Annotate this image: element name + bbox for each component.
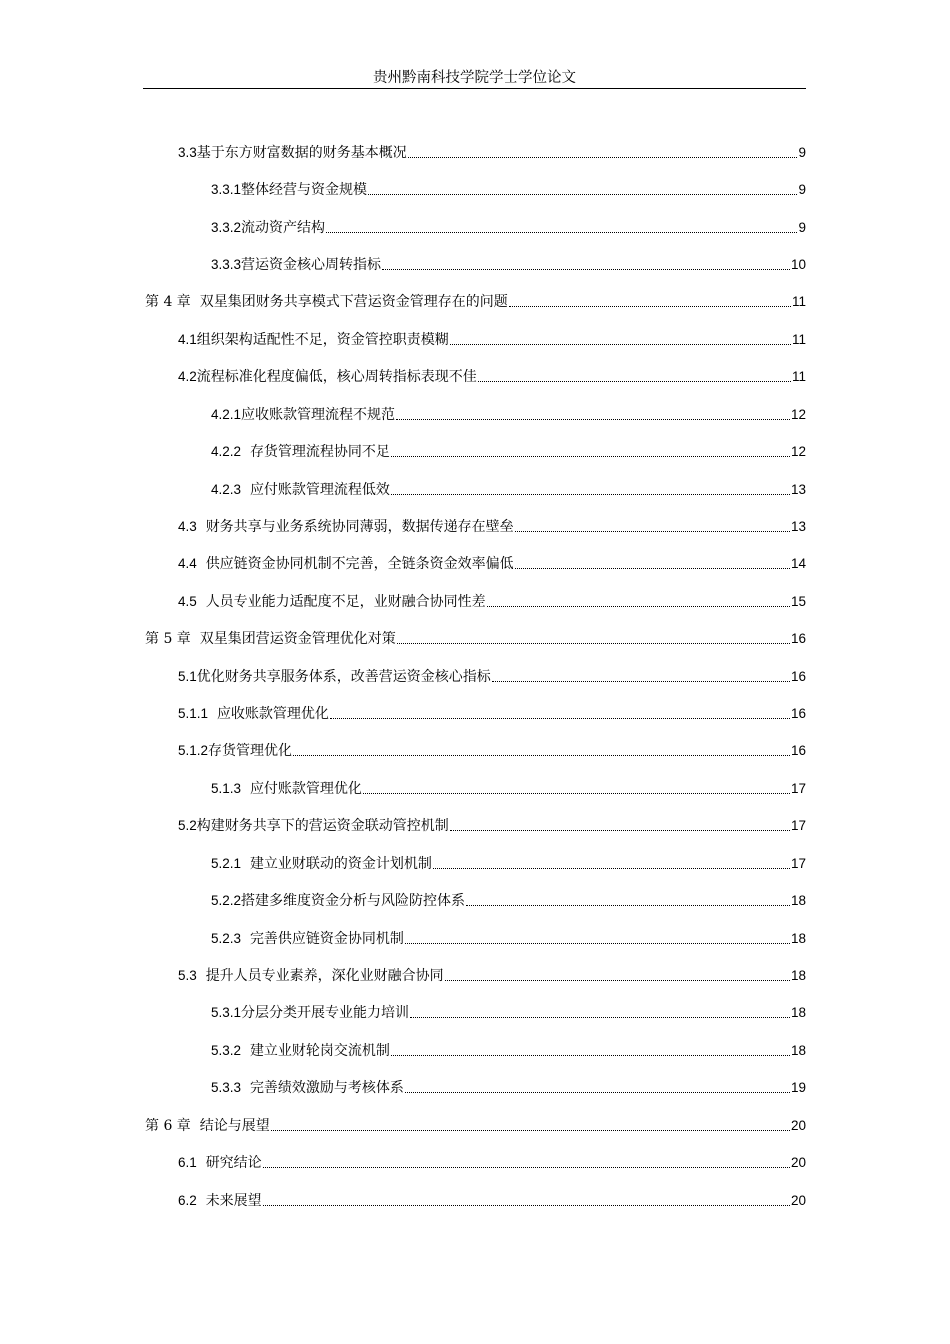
toc-entry-title: 建立业财轮岗交流机制 [249,1043,390,1059]
toc-leader-dots [293,755,790,756]
toc-entry[interactable] [178,552,806,574]
toc-entry-number: 5.1.3 [211,781,242,796]
toc-entry-page: 9 [798,220,806,235]
toc-leader-dots [450,344,791,345]
toc-entry-number: 4.2 [178,369,197,384]
toc-entry-label [178,517,514,537]
toc-entry-number: 5.3 [178,968,197,983]
toc-leader-dots [330,718,790,719]
toc-leader-dots [492,681,790,682]
toc-leader-dots [271,1130,790,1131]
toc-leader-dots [450,830,790,831]
toc-entry-page: 12 [790,407,806,422]
toc-entry-title: 双星集团财务共享模式下营运资金管理存在的问题 [199,294,508,310]
toc-entry-page: 18 [790,1005,806,1020]
toc-entry[interactable] [211,478,806,500]
toc-entry-title: 结论与展望 [199,1118,270,1134]
toc-entry-title: 整体经营与资金规模 [241,182,368,198]
toc-entry-title: 应收账款管理优化 [216,706,329,722]
header-title: 贵州黔南科技学院学士学位论文 [373,70,576,86]
toc-entry-label [178,1191,262,1211]
toc-entry[interactable] [178,1189,806,1211]
toc-entry-title: 双星集团营运资金管理优化对策 [199,631,396,647]
toc-entry-number: 第 6 章 [145,1118,191,1134]
toc-leader-dots [445,980,790,981]
toc-entry-title: 流程标准化程度偏低，核心周转指标表现不佳 [196,369,477,385]
toc-entry-page: 17 [790,781,806,796]
toc-entry-title: 构建财务共享下的营运资金联动管控机制 [196,818,449,834]
toc-entry-title: 建立业财联动的资金计划机制 [249,856,432,872]
toc-entry-title: 未来展望 [205,1193,262,1209]
toc-entry[interactable] [211,889,806,911]
toc-leader-dots [382,269,790,270]
toc-entry-title: 组织架构适配性不足，资金管控职责模糊 [196,332,449,348]
toc-entry-title: 供应链资金协同机制不完善，全链条资金效率偏低 [205,556,514,572]
toc-entry[interactable] [211,777,806,799]
toc-entry-label [211,854,432,874]
toc-leader-dots [396,419,790,420]
toc-entry-page: 20 [790,1155,806,1170]
toc-entry-number: 4.2.1 [211,407,242,422]
toc-entry-number: 5.2.3 [211,931,242,946]
toc-leader-dots [263,1205,790,1206]
toc-entry-label [178,554,514,574]
toc-entry-page: 18 [790,968,806,983]
toc-leader-dots [391,494,790,495]
toc-entry-title: 完善绩效激励与考核体系 [249,1080,404,1096]
toc-leader-dots [410,1017,790,1018]
toc-entry-number: 5.3.2 [211,1043,242,1058]
toc-chapter-entry[interactable] [145,627,806,649]
toc-entry-number: 3.3.2 [211,220,242,235]
toc-entry-page: 9 [798,182,806,197]
toc-entry-title: 财务共享与业务系统协同薄弱，数据传递存在壁垒 [205,519,514,535]
toc-entry-title: 流动资产结构 [241,220,326,236]
toc-entry-page: 12 [790,444,806,459]
toc-entry[interactable] [178,590,806,612]
toc-entry[interactable] [178,814,806,836]
toc-entry-label [178,966,444,986]
toc-entry-number: 5.3.1 [211,1005,242,1020]
toc-entry-title: 完善供应链资金协同机制 [249,931,404,947]
toc-entry[interactable] [211,852,806,874]
toc-entry[interactable] [211,927,806,949]
toc-leader-dots [515,568,790,569]
toc-entry-number: 4.3 [178,519,197,534]
toc-entry-number: 3.3.1 [211,182,242,197]
toc-entry[interactable] [178,665,806,687]
toc-entry-label [211,779,362,799]
toc-leader-dots [408,157,798,158]
toc-entry[interactable] [211,216,806,238]
toc-entry-number: 5.2.1 [211,856,242,871]
toc-entry-label [211,1003,409,1023]
toc-entry-number: 4.4 [178,556,197,571]
toc-entry-page: 19 [790,1080,806,1095]
toc-entry[interactable] [178,328,806,350]
toc-entry-page: 16 [790,743,806,758]
toc-entry-title: 分层分类开展专业能力培训 [241,1005,410,1021]
toc-entry-page: 20 [790,1118,806,1133]
toc-entry-page: 18 [790,931,806,946]
toc-entry-page: 13 [790,482,806,497]
toc-entry[interactable] [211,1076,806,1098]
toc-entry-page: 17 [790,856,806,871]
toc-entry-title: 存货管理优化 [208,743,293,759]
toc-leader-dots [433,868,790,869]
toc-entry-number: 6.1 [178,1155,197,1170]
toc-chapter-entry[interactable] [145,290,806,312]
toc-entry-label [211,218,325,238]
toc-entry-title: 基于东方财富数据的财务基本概况 [196,145,407,161]
toc-entry-label [178,592,486,612]
toc-entry[interactable] [211,440,806,462]
toc-entry-number: 5.2 [178,818,197,833]
toc-entry-page: 20 [790,1193,806,1208]
toc-entry-label [211,255,381,275]
toc-entry-title: 应付账款管理优化 [249,781,362,797]
toc-entry-label [178,741,292,761]
toc-entry[interactable] [178,515,806,537]
toc-entry-label [211,1078,404,1098]
toc-entry-page: 16 [790,669,806,684]
toc-entry-number: 6.2 [178,1193,197,1208]
toc-entry-label [178,1153,262,1173]
toc-entry-number: 4.5 [178,594,197,609]
toc-entry-title: 研究结论 [205,1155,262,1171]
toc-entry-label [145,1116,270,1136]
toc-leader-dots [391,1055,790,1056]
toc-entry-page: 15 [790,594,806,609]
toc-chapter-entry[interactable] [145,1114,806,1136]
toc-entry-page: 9 [798,145,806,160]
toc-entry[interactable] [211,1039,806,1061]
toc-entry[interactable] [178,739,806,761]
toc-entry-page: 18 [790,1043,806,1058]
toc-entry-page: 11 [791,369,806,384]
toc-entry[interactable] [211,253,806,275]
toc-entry-title: 优化财务共享服务体系，改善营运资金核心指标 [196,669,491,685]
toc-entry-title: 人员专业能力适配度不足，业财融合协同性差 [205,594,486,610]
toc-entry-title: 搭建多维度资金分析与风险防控体系 [241,893,466,909]
toc-entry-number: 第 5 章 [145,631,191,647]
toc-leader-dots [405,1092,790,1093]
toc-entry-page: 11 [791,294,806,309]
toc-leader-dots [515,531,790,532]
toc-entry-number: 5.1.2 [178,743,209,758]
toc-entry-label [211,480,390,500]
toc-entry-number: 4.2.2 [211,444,242,459]
toc-entry-number: 4.1 [178,332,197,347]
toc-entry[interactable] [178,365,806,387]
toc-leader-dots [397,643,790,644]
toc-entry-page: 18 [790,893,806,908]
toc-entry-label [178,143,407,163]
toc-entry-label [211,891,465,911]
toc-entry[interactable] [211,178,806,200]
toc-leader-dots [363,793,790,794]
toc-entry-label [178,367,477,387]
toc-entry-page: 11 [791,332,806,347]
toc-entry-page: 10 [790,257,806,272]
toc-entry-number: 3.3.3 [211,257,242,272]
toc-leader-dots [509,306,791,307]
toc-entry-page: 16 [790,631,806,646]
toc-entry-number: 5.3.3 [211,1080,242,1095]
toc-entry-page: 14 [790,556,806,571]
toc-leader-dots [263,1167,790,1168]
toc-entry-title: 应付账款管理流程低效 [249,482,390,498]
toc-entry-label [211,929,404,949]
toc-entry[interactable] [211,403,806,425]
toc-entry-label [178,330,449,350]
toc-entry-number: 4.2.3 [211,482,242,497]
toc-entry[interactable] [211,1001,806,1023]
toc-entry-label [145,629,396,649]
toc-entry-title: 应收账款管理流程不规范 [241,407,396,423]
toc-leader-dots [487,606,790,607]
toc-entry-label [145,292,508,312]
toc-leader-dots [466,905,790,906]
toc-leader-dots [368,194,797,195]
toc-entry-number: 5.1.1 [178,706,209,721]
toc-entry-number: 第 4 章 [145,294,191,310]
toc-entry-label [178,816,449,836]
toc-entry-number: 5.2.2 [211,893,242,908]
toc-entry-label [211,1041,390,1061]
toc-entry[interactable] [178,141,806,163]
toc-leader-dots [391,456,790,457]
toc-entry-label [211,180,367,200]
toc-entry-title: 提升人员专业素养，深化业财融合协同 [205,968,444,984]
toc-entry-page: 16 [790,706,806,721]
toc-entry-label [211,405,395,425]
toc-entry-title: 存货管理流程协同不足 [249,444,390,460]
toc-entry-title: 营运资金核心周转指标 [241,257,382,273]
toc-leader-dots [405,943,790,944]
toc-entry-number: 3.3 [178,145,197,160]
toc-leader-dots [326,232,797,233]
toc-leader-dots [478,381,791,382]
toc-entry[interactable] [178,702,806,724]
toc-entry-page: 13 [790,519,806,534]
toc-entry-label [211,442,390,462]
toc-entry[interactable] [178,1151,806,1173]
toc-entry-label [178,667,491,687]
toc-entry[interactable] [178,964,806,986]
toc-entry-label [178,704,329,724]
toc-entry-page: 17 [790,818,806,833]
toc-entry-number: 5.1 [178,669,197,684]
